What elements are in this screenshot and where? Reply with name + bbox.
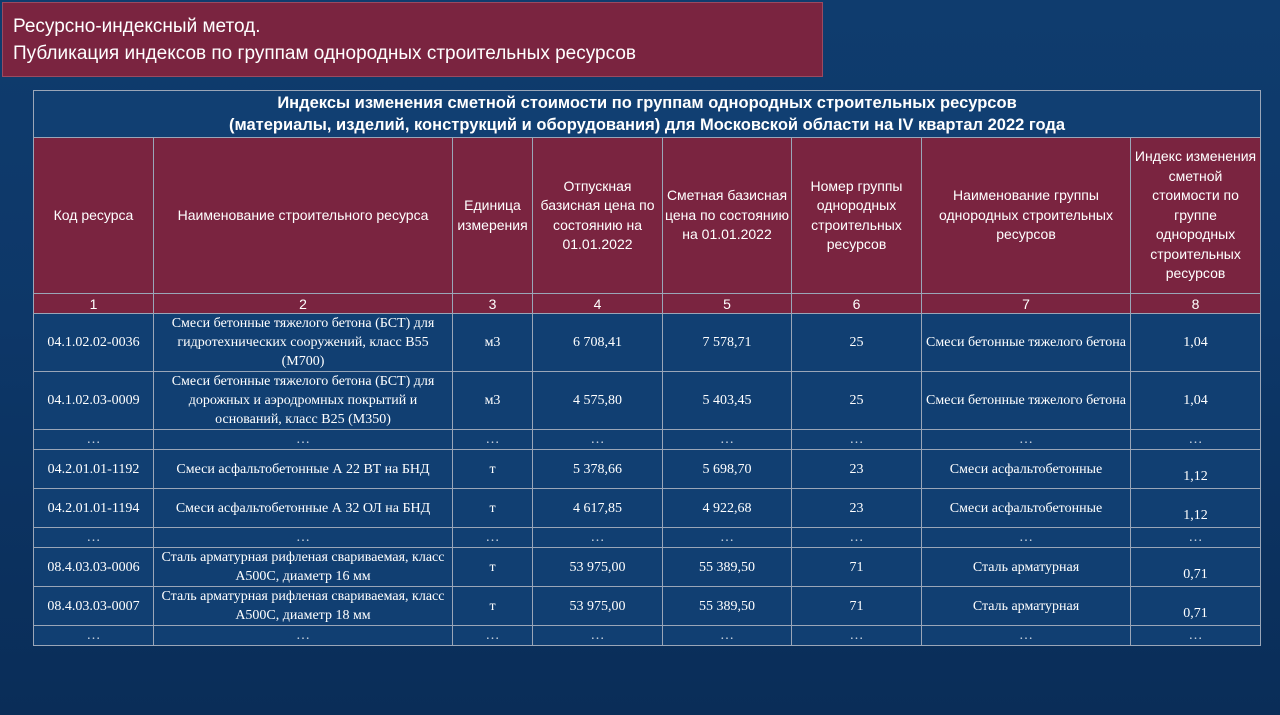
table-row-ellipsis [34,430,1261,450]
cell-index: 1,12 [1131,450,1261,489]
table-row [34,372,1261,430]
ellipsis-cell: … [34,626,154,646]
column-header: Сметная базисная цена по состоянию на 01.01.2022 [663,138,792,294]
table-row [34,587,1261,626]
cell-resource-name: Сталь арматурная рифленая свариваемая, класс А500С, диаметр 18 мм [154,587,453,626]
ellipsis-cell: … [533,430,663,450]
index-table [33,90,1261,646]
cell-release-price: 53 975,00 [533,587,663,626]
table-caption-line1: Индексы изменения сметной стоимости по группам однородных строительных ресурсов [277,94,1017,112]
ellipsis-cell: … [792,626,922,646]
cell-resource-name: Смеси бетонные тяжелого бетона (БСТ) для дорожных и аэродромных покрытий и оснований, класс В25 (М350) [154,372,453,430]
table-row [34,548,1261,587]
ellipsis-cell: … [453,528,533,548]
table-caption-line2: (материалы, изделий, конструкций и оборудования) для Московской области на IV квартал 2022 года [229,116,1066,134]
cell-resource-name: Смеси асфальтобетонные А 32 ОЛ на БНД [154,489,453,528]
table-row [34,489,1261,528]
ellipsis-cell: … [1131,430,1261,450]
cell-estimate-price: 7 578,71 [663,314,792,372]
cell-index: 1,04 [1131,314,1261,372]
cell-index: 0,71 [1131,548,1261,587]
ellipsis-cell: … [533,626,663,646]
ellipsis-cell: … [533,528,663,548]
column-number: 2 [154,294,453,314]
cell-group-number: 71 [792,548,922,587]
cell-estimate-price: 55 389,50 [663,587,792,626]
cell-resource-name: Смеси асфальтобетонные А 22 ВТ на БНД [154,450,453,489]
ellipsis-cell: … [154,626,453,646]
cell-group-name: Смеси асфальтобетонные [922,450,1131,489]
ellipsis-cell: … [34,528,154,548]
cell-group-number: 71 [792,587,922,626]
cell-code: 04.1.02.03-0009 [34,372,154,430]
column-header: Наименование строительного ресурса [154,138,453,294]
column-number: 3 [453,294,533,314]
ellipsis-cell: … [34,430,154,450]
ellipsis-cell: … [663,626,792,646]
cell-unit: м3 [453,314,533,372]
cell-resource-name: Смеси бетонные тяжелого бетона (БСТ) для гидротехнических сооружений, класс В55 (М700) [154,314,453,372]
ellipsis-cell: … [792,528,922,548]
cell-estimate-price: 4 922,68 [663,489,792,528]
cell-group-name: Смеси асфальтобетонные [922,489,1131,528]
cell-group-number: 23 [792,489,922,528]
column-header: Наименование группы однородных строительных ресурсов [922,138,1131,294]
slide-title-line1: Ресурсно-индексный метод. [13,16,261,37]
cell-code: 04.1.02.02-0036 [34,314,154,372]
cell-index: 0,71 [1131,587,1261,626]
cell-release-price: 6 708,41 [533,314,663,372]
ellipsis-cell: … [154,528,453,548]
ellipsis-cell: … [922,626,1131,646]
column-number: 4 [533,294,663,314]
slide-title-line2: Публикация индексов по группам однородных строительных ресурсов [13,43,636,64]
table-row [34,450,1261,489]
ellipsis-cell: … [453,430,533,450]
column-header: Номер группы однородных строительных ресурсов [792,138,922,294]
cell-group-name: Смеси бетонные тяжелого бетона [922,314,1131,372]
column-number: 7 [922,294,1131,314]
cell-unit: т [453,587,533,626]
cell-resource-name: Сталь арматурная рифленая свариваемая, класс А500С, диаметр 16 мм [154,548,453,587]
column-number: 5 [663,294,792,314]
cell-unit: т [453,489,533,528]
cell-group-name: Сталь арматурная [922,587,1131,626]
ellipsis-cell: … [453,626,533,646]
cell-code: 04.2.01.01-1192 [34,450,154,489]
ellipsis-cell: … [1131,626,1261,646]
cell-index: 1,12 [1131,489,1261,528]
cell-code: 08.4.03.03-0007 [34,587,154,626]
ellipsis-cell: … [922,528,1131,548]
column-header: Отпускная базисная цена по состоянию на 01.01.2022 [533,138,663,294]
table-row-ellipsis [34,626,1261,646]
table-row-ellipsis [34,528,1261,548]
table-row [34,314,1261,372]
column-number: 6 [792,294,922,314]
cell-estimate-price: 5 403,45 [663,372,792,430]
cell-code: 08.4.03.03-0006 [34,548,154,587]
ellipsis-cell: … [663,430,792,450]
column-number: 1 [34,294,154,314]
cell-unit: т [453,450,533,489]
cell-code: 04.2.01.01-1194 [34,489,154,528]
cell-release-price: 4 617,85 [533,489,663,528]
column-header: Код ресурса [34,138,154,294]
cell-release-price: 53 975,00 [533,548,663,587]
cell-release-price: 5 378,66 [533,450,663,489]
cell-estimate-price: 5 698,70 [663,450,792,489]
column-header: Индекс изменения сметной стоимости по группе однородных строительных ресурсов [1131,138,1261,294]
cell-group-name: Сталь арматурная [922,548,1131,587]
cell-estimate-price: 55 389,50 [663,548,792,587]
cell-group-number: 23 [792,450,922,489]
cell-index: 1,04 [1131,372,1261,430]
table-caption [34,91,1261,138]
ellipsis-cell: … [1131,528,1261,548]
cell-unit: т [453,548,533,587]
ellipsis-cell: … [663,528,792,548]
column-header: Единица измерения [453,138,533,294]
cell-group-number: 25 [792,372,922,430]
ellipsis-cell: … [922,430,1131,450]
cell-unit: м3 [453,372,533,430]
ellipsis-cell: … [792,430,922,450]
slide-title-box [2,2,823,77]
ellipsis-cell: … [154,430,453,450]
table-header-row [34,138,1261,294]
column-number: 8 [1131,294,1261,314]
column-number-row [34,294,1261,314]
cell-release-price: 4 575,80 [533,372,663,430]
cell-group-name: Смеси бетонные тяжелого бетона [922,372,1131,430]
cell-group-number: 25 [792,314,922,372]
